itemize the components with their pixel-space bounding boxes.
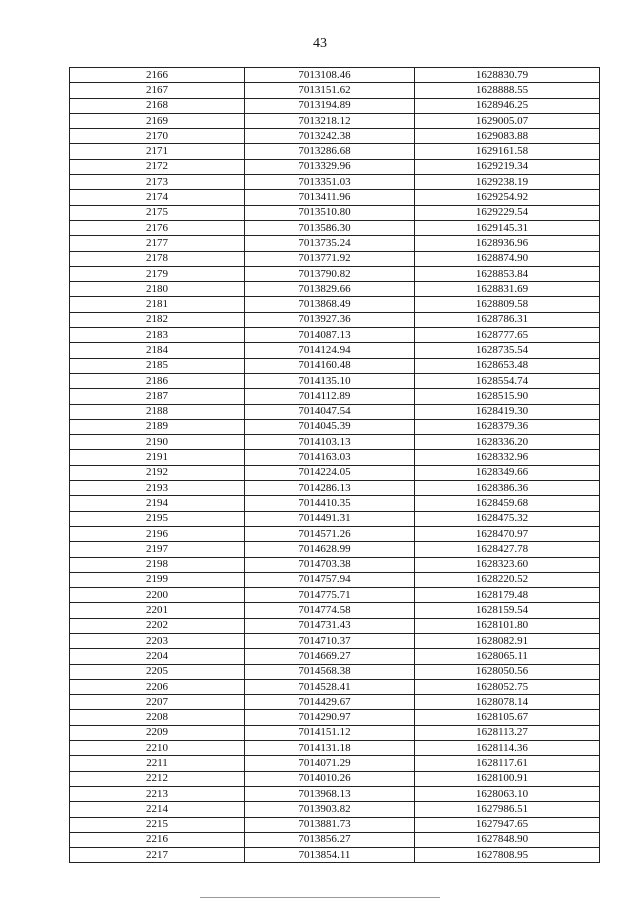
y-coordinate-cell: 1628114.36 — [415, 741, 600, 756]
x-coordinate-cell: 7013151.62 — [245, 83, 415, 98]
point-number-cell: 2198 — [70, 557, 245, 572]
table-row — [70, 450, 600, 465]
y-coordinate-cell: 1628101.80 — [415, 618, 600, 633]
table-row — [70, 220, 600, 235]
table-row — [70, 144, 600, 159]
table-row — [70, 679, 600, 694]
table-row — [70, 725, 600, 740]
y-coordinate-cell: 1628874.90 — [415, 251, 600, 266]
point-number-cell: 2212 — [70, 771, 245, 786]
coordinates-table-body — [70, 68, 600, 863]
y-coordinate-cell: 1627947.65 — [415, 817, 600, 832]
x-coordinate-cell: 7013735.24 — [245, 236, 415, 251]
x-coordinate-cell: 7013242.38 — [245, 129, 415, 144]
point-number-cell: 2200 — [70, 588, 245, 603]
table-row — [70, 511, 600, 526]
y-coordinate-cell: 1628735.54 — [415, 343, 600, 358]
x-coordinate-cell: 7014774.58 — [245, 603, 415, 618]
x-coordinate-cell: 7014045.39 — [245, 419, 415, 434]
x-coordinate-cell: 7014491.31 — [245, 511, 415, 526]
y-coordinate-cell: 1628159.54 — [415, 603, 600, 618]
x-coordinate-cell: 7014163.03 — [245, 450, 415, 465]
table-row — [70, 496, 600, 511]
coordinates-table — [69, 67, 600, 863]
y-coordinate-cell: 1628653.48 — [415, 358, 600, 373]
table-row — [70, 251, 600, 266]
y-coordinate-cell: 1627986.51 — [415, 802, 600, 817]
x-coordinate-cell: 7014160.48 — [245, 358, 415, 373]
y-coordinate-cell: 1628052.75 — [415, 679, 600, 694]
x-coordinate-cell: 7014112.89 — [245, 389, 415, 404]
point-number-cell: 2189 — [70, 419, 245, 434]
x-coordinate-cell: 7013286.68 — [245, 144, 415, 159]
table-row — [70, 236, 600, 251]
x-coordinate-cell: 7013968.13 — [245, 786, 415, 801]
x-coordinate-cell: 7014528.41 — [245, 679, 415, 694]
point-number-cell: 2195 — [70, 511, 245, 526]
y-coordinate-cell: 1629254.92 — [415, 190, 600, 205]
point-number-cell: 2197 — [70, 542, 245, 557]
point-number-cell: 2183 — [70, 328, 245, 343]
y-coordinate-cell: 1628336.20 — [415, 435, 600, 450]
point-number-cell: 2194 — [70, 496, 245, 511]
y-coordinate-cell: 1628419.30 — [415, 404, 600, 419]
x-coordinate-cell: 7014410.35 — [245, 496, 415, 511]
table-row — [70, 83, 600, 98]
table-row — [70, 297, 600, 312]
point-number-cell: 2169 — [70, 113, 245, 128]
point-number-cell: 2181 — [70, 297, 245, 312]
x-coordinate-cell: 7013411.96 — [245, 190, 415, 205]
y-coordinate-cell: 1628332.96 — [415, 450, 600, 465]
table-row — [70, 542, 600, 557]
point-number-cell: 2185 — [70, 358, 245, 373]
y-coordinate-cell: 1628117.61 — [415, 756, 600, 771]
point-number-cell: 2180 — [70, 282, 245, 297]
table-row — [70, 465, 600, 480]
table-row — [70, 603, 600, 618]
y-coordinate-cell: 1628888.55 — [415, 83, 600, 98]
x-coordinate-cell: 7014429.67 — [245, 695, 415, 710]
x-coordinate-cell: 7013903.82 — [245, 802, 415, 817]
table-row — [70, 695, 600, 710]
y-coordinate-cell: 1629229.54 — [415, 205, 600, 220]
y-coordinate-cell: 1628853.84 — [415, 266, 600, 281]
point-number-cell: 2175 — [70, 205, 245, 220]
x-coordinate-cell: 7014224.05 — [245, 465, 415, 480]
point-number-cell: 2202 — [70, 618, 245, 633]
table-row — [70, 389, 600, 404]
x-coordinate-cell: 7013510.80 — [245, 205, 415, 220]
point-number-cell: 2188 — [70, 404, 245, 419]
x-coordinate-cell: 7013927.36 — [245, 312, 415, 327]
y-coordinate-cell: 1628470.97 — [415, 526, 600, 541]
y-coordinate-cell: 1628379.36 — [415, 419, 600, 434]
table-row — [70, 328, 600, 343]
point-number-cell: 2206 — [70, 679, 245, 694]
point-number-cell: 2204 — [70, 649, 245, 664]
table-row — [70, 175, 600, 190]
x-coordinate-cell: 7013771.92 — [245, 251, 415, 266]
table-row — [70, 817, 600, 832]
y-coordinate-cell: 1628050.56 — [415, 664, 600, 679]
x-coordinate-cell: 7014151.12 — [245, 725, 415, 740]
y-coordinate-cell: 1628065.11 — [415, 649, 600, 664]
x-coordinate-cell: 7014047.54 — [245, 404, 415, 419]
x-coordinate-cell: 7014703.38 — [245, 557, 415, 572]
point-number-cell: 2203 — [70, 633, 245, 648]
table-row — [70, 266, 600, 281]
x-coordinate-cell: 7013881.73 — [245, 817, 415, 832]
point-number-cell: 2173 — [70, 175, 245, 190]
table-row — [70, 618, 600, 633]
y-coordinate-cell: 1629083.88 — [415, 129, 600, 144]
point-number-cell: 2193 — [70, 481, 245, 496]
point-number-cell: 2192 — [70, 465, 245, 480]
point-number-cell: 2178 — [70, 251, 245, 266]
y-coordinate-cell: 1628063.10 — [415, 786, 600, 801]
y-coordinate-cell: 1628113.27 — [415, 725, 600, 740]
page-number: 43 — [313, 36, 327, 51]
point-number-cell: 2210 — [70, 741, 245, 756]
y-coordinate-cell: 1629219.34 — [415, 159, 600, 174]
table-row — [70, 588, 600, 603]
y-coordinate-cell: 1628427.78 — [415, 542, 600, 557]
point-number-cell: 2209 — [70, 725, 245, 740]
table-row — [70, 710, 600, 725]
table-row — [70, 159, 600, 174]
table-row — [70, 98, 600, 113]
x-coordinate-cell: 7014290.97 — [245, 710, 415, 725]
table-row — [70, 404, 600, 419]
y-coordinate-cell: 1628809.58 — [415, 297, 600, 312]
x-coordinate-cell: 7013868.49 — [245, 297, 415, 312]
point-number-cell: 2217 — [70, 848, 245, 863]
table-row — [70, 205, 600, 220]
y-coordinate-cell: 1628105.67 — [415, 710, 600, 725]
x-coordinate-cell: 7013790.82 — [245, 266, 415, 281]
table-row — [70, 113, 600, 128]
table-row — [70, 68, 600, 83]
x-coordinate-cell: 7014286.13 — [245, 481, 415, 496]
point-number-cell: 2168 — [70, 98, 245, 113]
table-row — [70, 802, 600, 817]
y-coordinate-cell: 1628786.31 — [415, 312, 600, 327]
point-number-cell: 2211 — [70, 756, 245, 771]
x-coordinate-cell: 7013218.12 — [245, 113, 415, 128]
table-row — [70, 358, 600, 373]
point-number-cell: 2208 — [70, 710, 245, 725]
y-coordinate-cell: 1628220.52 — [415, 572, 600, 587]
table-row — [70, 526, 600, 541]
point-number-cell: 2190 — [70, 435, 245, 450]
table-row — [70, 481, 600, 496]
y-coordinate-cell: 1628946.25 — [415, 98, 600, 113]
point-number-cell: 2215 — [70, 817, 245, 832]
x-coordinate-cell: 7014775.71 — [245, 588, 415, 603]
point-number-cell: 2207 — [70, 695, 245, 710]
y-coordinate-cell: 1629145.31 — [415, 220, 600, 235]
point-number-cell: 2176 — [70, 220, 245, 235]
table-row — [70, 741, 600, 756]
y-coordinate-cell: 1628777.65 — [415, 328, 600, 343]
table-row — [70, 312, 600, 327]
y-coordinate-cell: 1628078.14 — [415, 695, 600, 710]
y-coordinate-cell: 1629005.07 — [415, 113, 600, 128]
x-coordinate-cell: 7014124.94 — [245, 343, 415, 358]
x-coordinate-cell: 7014628.99 — [245, 542, 415, 557]
x-coordinate-cell: 7013329.96 — [245, 159, 415, 174]
table-row — [70, 848, 600, 863]
y-coordinate-cell: 1628475.32 — [415, 511, 600, 526]
table-row — [70, 572, 600, 587]
point-number-cell: 2205 — [70, 664, 245, 679]
table-row — [70, 435, 600, 450]
point-number-cell: 2184 — [70, 343, 245, 358]
point-number-cell: 2201 — [70, 603, 245, 618]
x-coordinate-cell: 7013194.89 — [245, 98, 415, 113]
x-coordinate-cell: 7013108.46 — [245, 68, 415, 83]
point-number-cell: 2167 — [70, 83, 245, 98]
y-coordinate-cell: 1628830.79 — [415, 68, 600, 83]
point-number-cell: 2170 — [70, 129, 245, 144]
y-coordinate-cell: 1627808.95 — [415, 848, 600, 863]
y-coordinate-cell: 1628936.96 — [415, 236, 600, 251]
table-row — [70, 282, 600, 297]
point-number-cell: 2172 — [70, 159, 245, 174]
table-row — [70, 373, 600, 388]
table-row — [70, 786, 600, 801]
table-row — [70, 190, 600, 205]
table-row — [70, 633, 600, 648]
table-row — [70, 343, 600, 358]
x-coordinate-cell: 7014757.94 — [245, 572, 415, 587]
point-number-cell: 2177 — [70, 236, 245, 251]
y-coordinate-cell: 1628515.90 — [415, 389, 600, 404]
x-coordinate-cell: 7014135.10 — [245, 373, 415, 388]
point-number-cell: 2171 — [70, 144, 245, 159]
x-coordinate-cell: 7013856.27 — [245, 832, 415, 847]
x-coordinate-cell: 7013586.30 — [245, 220, 415, 235]
point-number-cell: 2191 — [70, 450, 245, 465]
y-coordinate-cell: 1628349.66 — [415, 465, 600, 480]
x-coordinate-cell: 7013829.66 — [245, 282, 415, 297]
table-row — [70, 419, 600, 434]
point-number-cell: 2196 — [70, 526, 245, 541]
x-coordinate-cell: 7014103.13 — [245, 435, 415, 450]
y-coordinate-cell: 1628831.69 — [415, 282, 600, 297]
y-coordinate-cell: 1629238.19 — [415, 175, 600, 190]
x-coordinate-cell: 7014731.43 — [245, 618, 415, 633]
x-coordinate-cell: 7014071.29 — [245, 756, 415, 771]
table-row — [70, 771, 600, 786]
y-coordinate-cell: 1628179.48 — [415, 588, 600, 603]
point-number-cell: 2179 — [70, 266, 245, 281]
y-coordinate-cell: 1628459.68 — [415, 496, 600, 511]
table-row — [70, 756, 600, 771]
x-coordinate-cell: 7013854.11 — [245, 848, 415, 863]
y-coordinate-cell: 1628100.91 — [415, 771, 600, 786]
x-coordinate-cell: 7014087.13 — [245, 328, 415, 343]
point-number-cell: 2186 — [70, 373, 245, 388]
x-coordinate-cell: 7014010.26 — [245, 771, 415, 786]
y-coordinate-cell: 1628323.60 — [415, 557, 600, 572]
point-number-cell: 2166 — [70, 68, 245, 83]
point-number-cell: 2187 — [70, 389, 245, 404]
point-number-cell: 2199 — [70, 572, 245, 587]
x-coordinate-cell: 7014131.18 — [245, 741, 415, 756]
point-number-cell: 2214 — [70, 802, 245, 817]
table-row — [70, 832, 600, 847]
y-coordinate-cell: 1628082.91 — [415, 633, 600, 648]
bottom-rule — [200, 897, 440, 898]
point-number-cell: 2216 — [70, 832, 245, 847]
table-row — [70, 557, 600, 572]
table-row — [70, 664, 600, 679]
y-coordinate-cell: 1629161.58 — [415, 144, 600, 159]
y-coordinate-cell: 1627848.90 — [415, 832, 600, 847]
table-row — [70, 649, 600, 664]
x-coordinate-cell: 7013351.03 — [245, 175, 415, 190]
x-coordinate-cell: 7014669.27 — [245, 649, 415, 664]
y-coordinate-cell: 1628554.74 — [415, 373, 600, 388]
y-coordinate-cell: 1628386.36 — [415, 481, 600, 496]
x-coordinate-cell: 7014710.37 — [245, 633, 415, 648]
point-number-cell: 2182 — [70, 312, 245, 327]
point-number-cell: 2213 — [70, 786, 245, 801]
table-row — [70, 129, 600, 144]
x-coordinate-cell: 7014568.38 — [245, 664, 415, 679]
point-number-cell: 2174 — [70, 190, 245, 205]
x-coordinate-cell: 7014571.26 — [245, 526, 415, 541]
